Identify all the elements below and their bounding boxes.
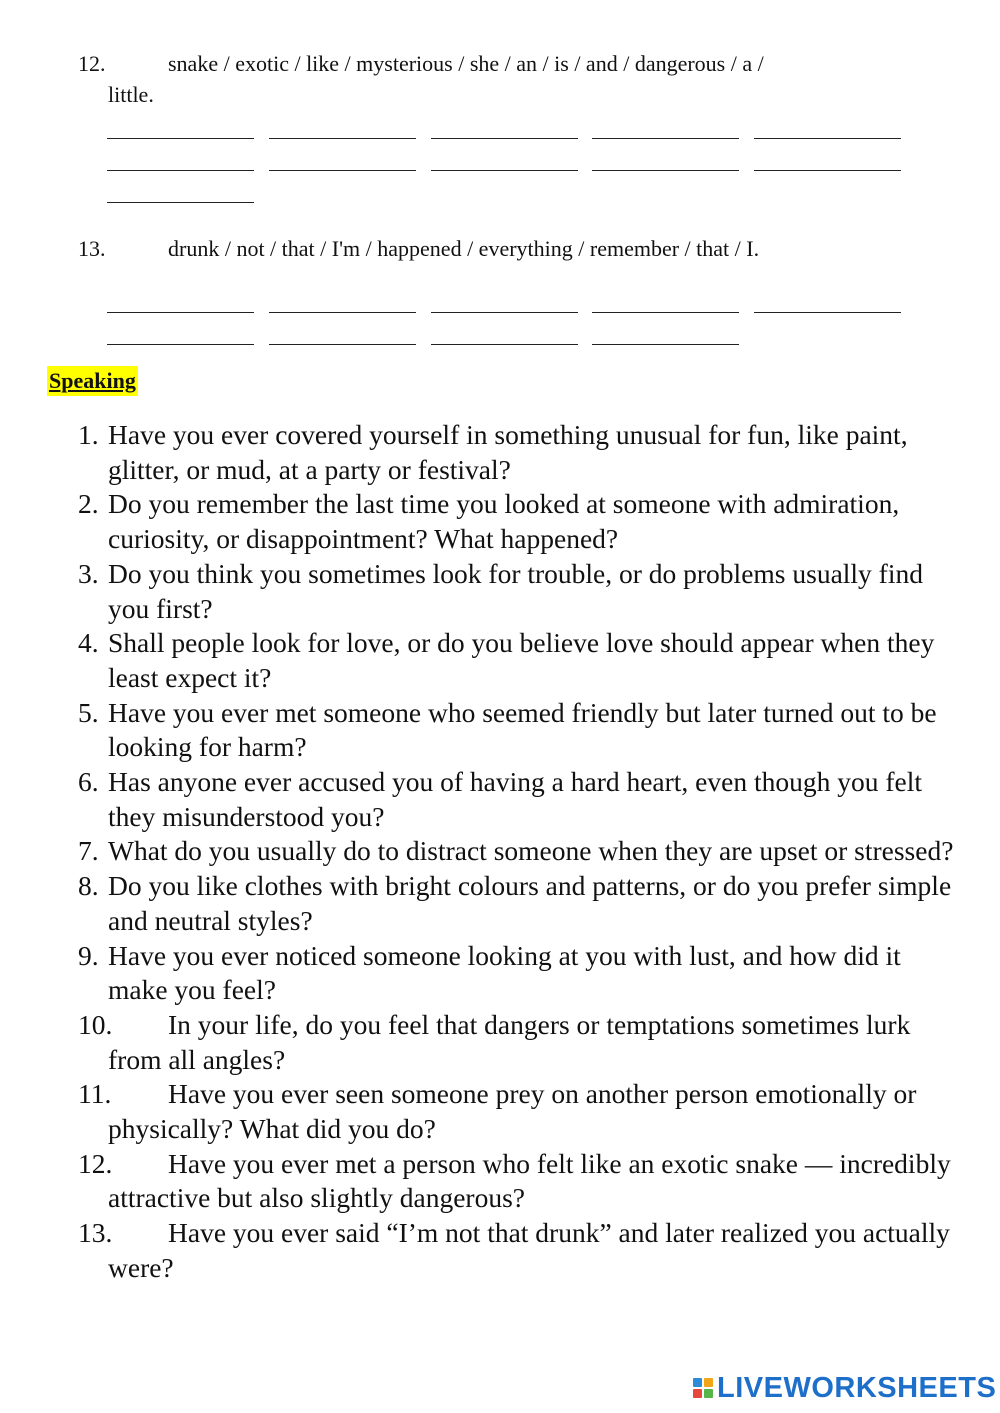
answer-blank[interactable]: [107, 190, 254, 203]
speaking-question: [78, 487, 958, 556]
question-number: 4.: [78, 627, 99, 659]
answer-blank[interactable]: [107, 332, 254, 345]
speaking-question: [78, 626, 958, 695]
answer-blank[interactable]: [592, 332, 739, 345]
question-number: 5.: [78, 696, 99, 728]
answer-blank[interactable]: [431, 332, 578, 345]
speaking-question-list: [78, 418, 958, 1286]
question-text: Has anyone ever accused you of having a hard heart, even though you felt they misunderstood you?: [108, 766, 923, 832]
speaking-question: [78, 1008, 958, 1077]
speaking-question: [78, 1147, 958, 1216]
exercise-number: 12.: [78, 51, 106, 76]
speaking-question: [78, 939, 958, 1008]
exercise-item-13: [78, 233, 908, 264]
answer-blank[interactable]: [431, 300, 578, 313]
answer-blank[interactable]: [107, 158, 254, 171]
answer-blank[interactable]: [269, 158, 416, 171]
question-number: 9.: [78, 939, 99, 971]
speaking-question: [78, 418, 958, 487]
question-number: 3.: [78, 557, 99, 589]
question-text: What do you usually do to distract someone when they are upset or stressed?: [108, 835, 954, 867]
question-number: 2.: [78, 488, 99, 520]
question-text: Have you ever met someone who seemed friendly but later turned out to be looking for harm?: [108, 696, 937, 763]
question-text: Shall people look for love, or do you believe love should appear when they least expect it?: [108, 627, 935, 693]
answer-blank[interactable]: [431, 158, 578, 171]
question-text: Do you think you sometimes look for trouble, or do problems usually find you first?: [108, 557, 923, 624]
answer-blank[interactable]: [269, 126, 416, 139]
question-text: Have you ever met a person who felt like an exotic snake — incredibly attractive but also slightly dangerous?: [108, 1147, 951, 1214]
answer-blank[interactable]: [592, 126, 739, 139]
question-text: Do you like clothes with bright colours and patterns, or do you prefer simple and neutral styles?: [108, 870, 952, 936]
answer-blank[interactable]: [592, 158, 739, 171]
logo-square: [693, 1378, 702, 1387]
question-number: 12.: [78, 1147, 113, 1179]
answer-blank[interactable]: [107, 300, 254, 313]
question-number: 10.: [78, 1008, 113, 1040]
question-text: Do you remember the last time you looked at someone with admiration, curiosity, or disappointment? What happened?: [108, 488, 900, 555]
question-text: Have you ever covered yourself in something unusual for fun, like paint, glitter, or mud, at a party or festival?: [108, 419, 908, 485]
question-number: 1.: [78, 419, 99, 450]
speaking-question: [78, 869, 958, 938]
exercise-item-12: [78, 48, 908, 110]
question-text: Have you ever noticed someone looking at you with lust, and how did it make you feel?: [108, 939, 901, 1006]
question-text: In your life, do you feel that dangers or temptations sometimes lurk from all angles?: [108, 1008, 911, 1075]
liveworksheets-logo[interactable]: [693, 1373, 996, 1403]
answer-blank[interactable]: [754, 126, 901, 139]
question-text: Have you ever said “I’m not that drunk” and later realized you actually were?: [108, 1217, 950, 1283]
speaking-question: [78, 1216, 958, 1285]
question-number: 11.: [78, 1078, 112, 1110]
logo-mark-icon: [693, 1378, 713, 1398]
question-text: Have you ever seen someone prey on another person emotionally or physically? What did you do?: [108, 1078, 917, 1145]
exercise-number: 13.: [78, 236, 106, 261]
exercise-words: snake / exotic / like / mysterious / she / an / is / and / dangerous / a /: [168, 51, 764, 76]
answer-blank[interactable]: [754, 158, 901, 171]
question-number: 8.: [78, 870, 99, 902]
answer-blank[interactable]: [754, 300, 901, 313]
speaking-question: [78, 557, 958, 626]
logo-square: [704, 1389, 713, 1398]
answer-blank[interactable]: [592, 300, 739, 313]
speaking-question: [78, 696, 958, 765]
logo-text: LIVEWORKSHEETS: [717, 1371, 997, 1404]
answer-blank[interactable]: [269, 300, 416, 313]
speaking-question: [78, 834, 958, 869]
speaking-question: [78, 765, 958, 834]
exercise-words: drunk / not / that / I'm / happened / everything / remember / that / I.: [168, 236, 760, 261]
logo-square: [704, 1378, 713, 1387]
exercise-words-continuation: little.: [108, 82, 154, 107]
answer-blank[interactable]: [107, 126, 254, 139]
logo-square: [693, 1389, 702, 1398]
question-number: 13.: [78, 1217, 113, 1249]
speaking-question: [78, 1077, 958, 1146]
speaking-heading: Speaking: [47, 366, 138, 396]
answer-blank[interactable]: [269, 332, 416, 345]
question-number: 6.: [78, 766, 99, 798]
question-number: 7.: [78, 835, 99, 867]
answer-blank[interactable]: [431, 126, 578, 139]
